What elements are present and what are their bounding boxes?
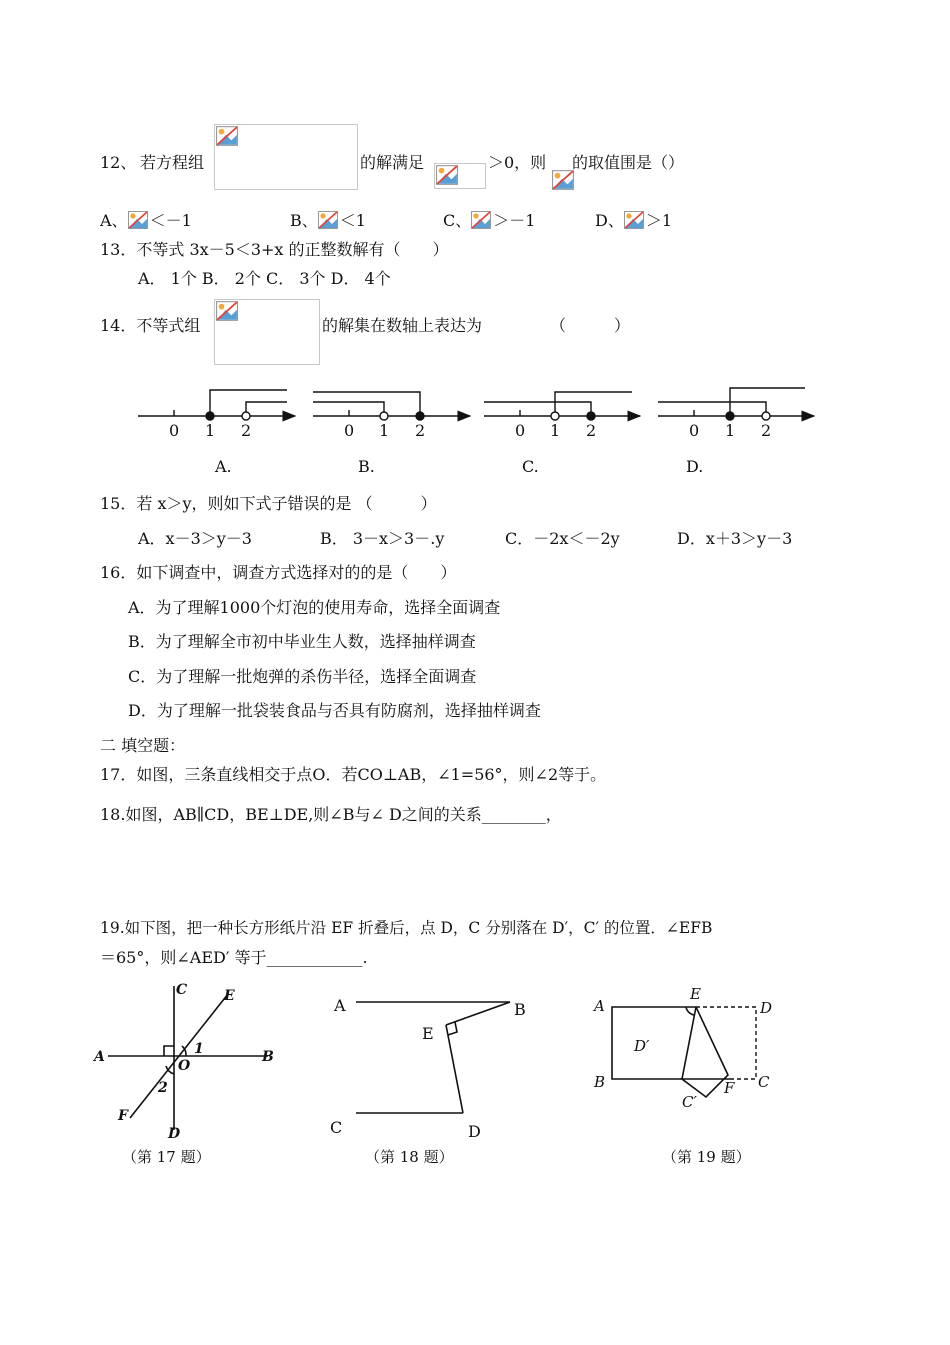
fig19-caption: （第 19 题） bbox=[662, 1148, 751, 1166]
fig19-label-e: E bbox=[690, 985, 701, 1003]
fig18-label-e: E bbox=[422, 1024, 434, 1043]
tick-2: 2 bbox=[241, 421, 252, 440]
figure-19 bbox=[590, 985, 800, 1125]
figure-18 bbox=[320, 985, 540, 1145]
fig17-label-o: O bbox=[178, 1058, 191, 1074]
q12-prefix: 若方程组 bbox=[140, 153, 205, 172]
broken-image-icon bbox=[318, 211, 338, 229]
fig17-label-a: A bbox=[94, 1049, 105, 1065]
q12-suffix: 的取值围是（） bbox=[572, 153, 685, 172]
fig17-label-1: 1 bbox=[194, 1041, 204, 1057]
q16-option-d: D．为了理解一批袋装食品与否具有防腐剂，选择抽样调查 bbox=[128, 701, 541, 720]
number-line-a bbox=[138, 390, 295, 420]
q14-label-b: B. bbox=[358, 457, 375, 476]
fig17-label-d: D bbox=[168, 1126, 181, 1140]
q16-stem: 16．如下调查中，调查方式选择对的的是（ ） bbox=[100, 563, 457, 582]
q12-option-b: B、 ＜1 bbox=[290, 211, 366, 230]
broken-image-icon bbox=[552, 170, 574, 190]
q16-option-a: A．为了理解1000个灯泡的使用寿命，选择全面调查 bbox=[128, 598, 501, 617]
tick-1: 1 bbox=[379, 421, 390, 440]
fig19-label-b: B bbox=[594, 1073, 606, 1091]
q17-stem: 17．如图，三条直线相交于点O．若CO⊥AB，∠1=56°，则∠2等于。 bbox=[100, 765, 607, 784]
tick-1: 1 bbox=[205, 421, 216, 440]
fig18-label-a: A bbox=[334, 996, 346, 1015]
broken-image-icon bbox=[471, 211, 491, 229]
q15-option-d: D．x＋3＞y－3 bbox=[677, 529, 793, 548]
broken-image-icon bbox=[216, 126, 238, 146]
q12-number: 12、 bbox=[100, 153, 137, 172]
fig19-label-c: C bbox=[758, 1073, 770, 1091]
tick-1: 1 bbox=[550, 421, 561, 440]
q19-line1: 19.如下图，把一种长方形纸片沿 EF 折叠后，点 D，C 分别落在 D′，C′ 的位置．∠EFB bbox=[100, 919, 713, 937]
q14-suffix: 的解集在数轴上表达为 bbox=[322, 316, 483, 335]
q15-stem: 15．若 x＞y，则如下式子错误的是 （ ） bbox=[100, 494, 437, 513]
q12-middle: 的解满足 bbox=[360, 153, 425, 172]
number-line-b bbox=[313, 392, 470, 420]
q16-option-c: C．为了理解一批炮弹的杀伤半径，选择全面调查 bbox=[128, 667, 477, 686]
q18-stem: 18.如图，AB∥CD，BE⊥DE,则∠B与∠ D之间的关系________， bbox=[100, 805, 562, 824]
fig18-label-d: D bbox=[468, 1122, 481, 1141]
q14-paren: （ ） bbox=[550, 316, 631, 335]
broken-image-icon bbox=[128, 211, 148, 229]
q12-option-d: D、 ＞1 bbox=[595, 211, 673, 230]
number-line-c bbox=[484, 392, 640, 420]
number-line-options bbox=[0, 380, 950, 470]
tick-1: 1 bbox=[725, 421, 736, 440]
tick-0: 0 bbox=[344, 421, 355, 440]
fig18-caption: （第 18 题） bbox=[365, 1148, 454, 1166]
q14-label-d: D. bbox=[686, 457, 704, 476]
tick-0: 0 bbox=[689, 421, 700, 440]
section-heading: 二 填空题： bbox=[100, 736, 186, 755]
fig19-label-d-prime: D′ bbox=[634, 1037, 650, 1055]
tick-2: 2 bbox=[761, 421, 772, 440]
q16-option-b: B．为了理解全市初中毕业生人数，选择抽样调查 bbox=[128, 632, 476, 651]
broken-image-icon bbox=[436, 165, 458, 185]
number-line-d bbox=[658, 388, 814, 420]
tick-2: 2 bbox=[415, 421, 426, 440]
tick-2: 2 bbox=[586, 421, 597, 440]
fig17-label-b: B bbox=[262, 1049, 274, 1065]
fig17-label-2: 2 bbox=[158, 1080, 168, 1096]
fig19-label-c-prime: C′ bbox=[682, 1093, 697, 1111]
q14-label-c: C. bbox=[522, 457, 539, 476]
q13-options: A． 1个 B． 2个 C． 3个 D． 4个 bbox=[138, 269, 391, 288]
q15-option-c: C．－2x＜－2y bbox=[505, 529, 620, 548]
fig19-label-f: F bbox=[724, 1079, 735, 1097]
figure-17 bbox=[90, 980, 310, 1140]
fig18-label-b: B bbox=[514, 1000, 526, 1019]
q13-stem: 13．不等式 3x－5＜3+x 的正整数解有（ ） bbox=[100, 240, 449, 259]
tick-0: 0 bbox=[515, 421, 526, 440]
fig19-label-a: A bbox=[594, 997, 605, 1015]
fig17-label-e: E bbox=[224, 988, 235, 1004]
q12-condition: ＞0，则 bbox=[488, 153, 547, 172]
tick-0: 0 bbox=[169, 421, 180, 440]
q14-label-a: A. bbox=[215, 457, 232, 476]
q19-line2: ＝65°，则∠AED′ 等于____________. bbox=[100, 948, 368, 967]
q12-option-a: A、 ＜－1 bbox=[100, 211, 192, 230]
fig17-label-c: C bbox=[176, 982, 188, 998]
broken-image-icon bbox=[624, 211, 644, 229]
q14-prefix: 14．不等式组 bbox=[100, 316, 201, 335]
fig19-label-d: D bbox=[760, 999, 773, 1017]
q15-option-b: B． 3－x＞3－.y bbox=[320, 529, 445, 548]
fig17-caption: （第 17 题） bbox=[122, 1148, 211, 1166]
q12-option-c: C、 ＞－1 bbox=[443, 211, 536, 230]
broken-image-icon bbox=[216, 301, 238, 321]
fig18-label-c: C bbox=[330, 1118, 343, 1137]
fig17-label-f: F bbox=[118, 1108, 128, 1124]
q15-option-a: A．x－3＞y－3 bbox=[138, 529, 252, 548]
